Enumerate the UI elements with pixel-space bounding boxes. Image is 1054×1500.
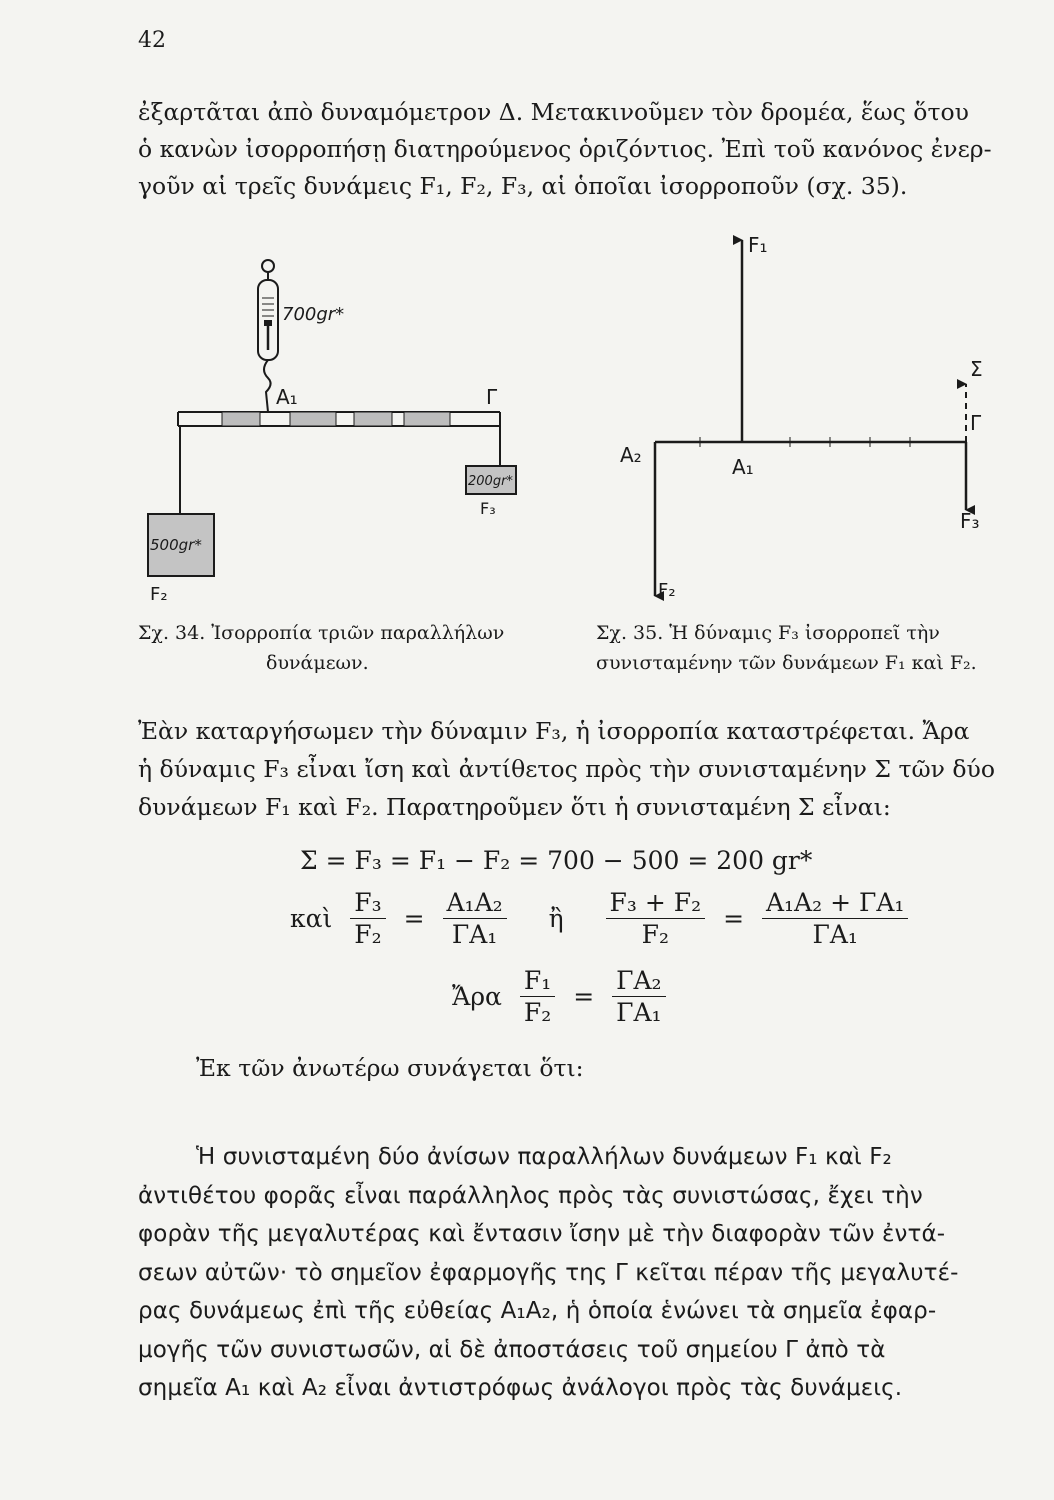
- intro-line: ὁ κανὼν ἰσορροπήσῃ διατηρούμενος ὁριζόντιος. Ἐπὶ τοῦ κανόνος ἐνερ-: [138, 135, 992, 163]
- equation-3: Ἄρα $\frac{\text{F₁}}{\text{F₂}}$ = $\frac{\text{ΓA₂}}{\text{ΓA₁}}$: [452, 966, 666, 1027]
- caption-fig34: [138, 618, 558, 678]
- conclusion-intro: Ἐκ τῶν ἀνωτέρω συνάγεται ὅτι:: [196, 1054, 584, 1082]
- fig35-label-sigma: Σ: [970, 357, 983, 381]
- caption-fig35-line1: Σχ. 35. Ἡ δύναμις F₃ ἰσορροπεῖ τὴν: [596, 622, 940, 644]
- intro-line: γοῦν αἱ τρεῖς δυνάμεις F₁, F₂, F₃, αἱ ὁποῖαι ἰσορροποῦν (σχ. 35).: [138, 172, 908, 200]
- equation-1: Σ = F₃ = F₁ − F₂ = 700 − 500 = 200 gr*: [300, 846, 813, 875]
- fig35-label-a2: A₂: [620, 443, 642, 467]
- middle-paragraph: [138, 712, 995, 826]
- fraction: $\frac{\text{A₁A₂ + ΓA₁}}{\text{ΓA₁}}$: [762, 888, 908, 949]
- eq-ara: Ἄρα: [452, 982, 502, 1011]
- caption-fig34-line2: δυνάμεων.: [266, 652, 369, 674]
- figure-34: [148, 260, 516, 605]
- conclusion-line: μογῆς τῶν συνιστωσῶν, αἱ δὲ ἀποστάσεις τοῦ σημείου Γ ἀπὸ τὰ: [138, 1336, 886, 1363]
- middle-line: δυνάμεων F₁ καὶ F₂. Παρατηροῦμεν ὅτι ἡ συνισταμένη Σ εἶναι:: [138, 793, 891, 821]
- figure-35: [620, 233, 983, 601]
- dynamometer-label: 700gr*: [282, 304, 345, 325]
- fig35-label-g: Γ: [970, 411, 982, 435]
- fig35-label-a1: A₁: [732, 455, 754, 479]
- eq-eta: ἢ: [548, 904, 564, 933]
- conclusion-line: σεων αὐτῶν· τὸ σημεῖον ἐφαρμογῆς της Γ κεῖται πέραν τῆς μεγαλυτέ-: [138, 1259, 959, 1286]
- intro-line: ἐξαρτᾶται ἀπὸ δυναμόμετρον Δ. Μετακινοῦμεν τὸν δρομέα, ἕως ὅτου: [138, 98, 969, 126]
- weight-left-force: F₂: [150, 584, 168, 605]
- fig35-label-f1: F₁: [748, 233, 768, 257]
- caption-fig35-line2: συνισταμένην τῶν δυνάμεων F₁ καὶ F₂.: [596, 652, 977, 674]
- fraction: $\frac{\text{F₁}}{\text{F₂}}$: [520, 966, 555, 1027]
- conclusion-line: ἀντιθέτου φορᾶς εἶναι παράλληλος πρὸς τὰς συνιστώσας, ἔχει τὴν: [138, 1182, 923, 1209]
- caption-fig35: [596, 618, 1016, 678]
- conclusion-line: σημεῖα A₁ καὶ A₂ εἶναι ἀντιστρόφως ἀνάλογοι πρὸς τὰς δυνάμεις.: [138, 1375, 903, 1401]
- fraction: $\frac{\text{F₃ + F₂}}{\text{F₂}}$: [606, 888, 706, 949]
- fraction: $\frac{\text{A₁A₂}}{\text{ΓA₁}}$: [443, 888, 507, 949]
- weight-left-label: 500gr*: [150, 536, 202, 554]
- conclusion-line: ρας δυνάμεως ἐπὶ τῆς εὐθείας A₁A₂, ἡ ὁποία ἑνώνει τὰ σημεῖα ἐφαρ-: [138, 1298, 937, 1324]
- weight-right-label: 200gr*: [468, 474, 513, 489]
- fig35-label-f3: F₃: [960, 509, 980, 533]
- fig35-label-f2: F₂: [658, 580, 676, 601]
- dynamometer: [258, 260, 344, 412]
- conclusion-paragraph: [138, 1138, 988, 1408]
- equation-2: καὶ $\frac{\text{F₃}}{\text{F₂}}$ = $\frac{\text{A₁A₂}}{\text{ΓA₁}}$ ἢ $\frac{\text{F₃ + F₂}}{\text{F₂}}$ = $\frac{\text{A₁A₂ + ΓA₁}}{\text{ΓA₁}}$: [290, 888, 908, 949]
- weight-right-force: F₃: [480, 499, 496, 518]
- eq-kai: καὶ: [290, 904, 333, 933]
- conclusion-line: Ἡ συνισταμένη δύο ἀνίσων παραλλήλων δυνάμεων F₁ καὶ F₂: [196, 1144, 892, 1170]
- fraction: $\frac{\text{ΓA₂}}{\text{ΓA₁}}$: [612, 966, 665, 1027]
- fraction: $\frac{\text{F₃}}{\text{F₂}}$: [350, 888, 385, 949]
- middle-line: ἡ δύναμις F₃ εἶναι ἴση καὶ ἀντίθετος πρὸς τὴν συνισταμένην Σ τῶν δύο: [138, 755, 995, 783]
- figures: [0, 0, 1054, 610]
- middle-line: Ἐὰν καταργήσωμεν τὴν δύναμιν F₃, ἡ ἰσορροπία καταστρέφεται. Ἄρα: [138, 717, 970, 745]
- caption-fig34-line1: Σχ. 34. Ἰσορροπία τριῶν παραλλήλων: [138, 622, 505, 644]
- page-number: 42: [138, 28, 166, 53]
- conclusion-line: φορὰν τῆς μεγαλυτέρας καὶ ἔντασιν ἴσην μὲ τὴν διαφορὰν τῶν ἐντά-: [138, 1221, 946, 1247]
- fig34-label-g: Γ: [486, 385, 498, 409]
- lever-bar: [178, 412, 500, 426]
- fig34-label-a1: A₁: [276, 385, 298, 409]
